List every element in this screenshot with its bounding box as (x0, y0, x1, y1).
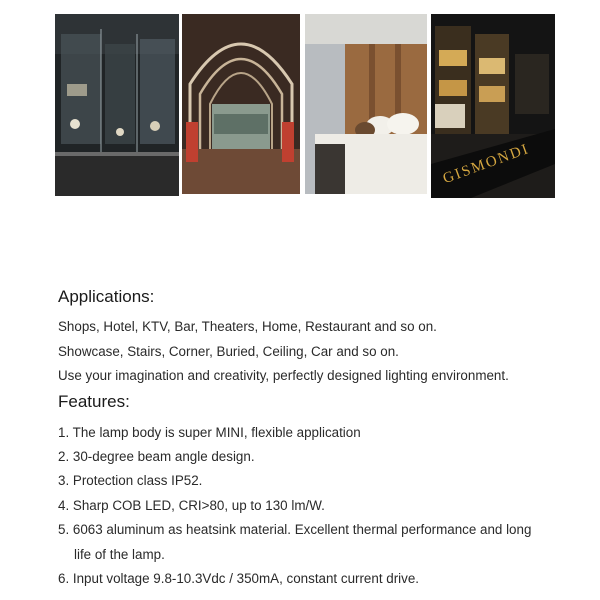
feature-item: 3. Protection class IP52. (58, 473, 203, 488)
boutique-photo (431, 14, 555, 198)
application-line: Shops, Hotel, KTV, Bar, Theaters, Home, Restaurant and so on. (58, 319, 437, 334)
gismondi-sign: GISMONDI (440, 140, 532, 188)
feature-item: 1. The lamp body is super MINI, flexible application (58, 425, 361, 440)
features-heading: Features: (58, 392, 130, 411)
showroom-photo (55, 14, 179, 196)
application-line: Use your imagination and creativity, perfectly designed lighting environment. (58, 368, 509, 383)
feature-item: 5. 6063 aluminum as heatsink material. Excellent thermal performance and long (58, 522, 532, 537)
application-line: Showcase, Stairs, Corner, Buried, Ceiling, Car and so on. (58, 344, 399, 359)
application-photos (55, 14, 555, 198)
feature-item: 4. Sharp COB LED, CRI>80, up to 130 lm/W. (58, 498, 325, 513)
applications-heading: Applications: (58, 287, 155, 306)
feature-item: 6. Input voltage 9.8-10.3Vdc / 350mA, constant current drive. (58, 571, 420, 586)
hotel-room-photo (305, 14, 427, 194)
museum-corridor-photo (182, 14, 300, 194)
feature-item: 2. 30-degree beam angle design. (58, 449, 255, 464)
feature-item-continuation: life of the lamp. (74, 547, 165, 562)
